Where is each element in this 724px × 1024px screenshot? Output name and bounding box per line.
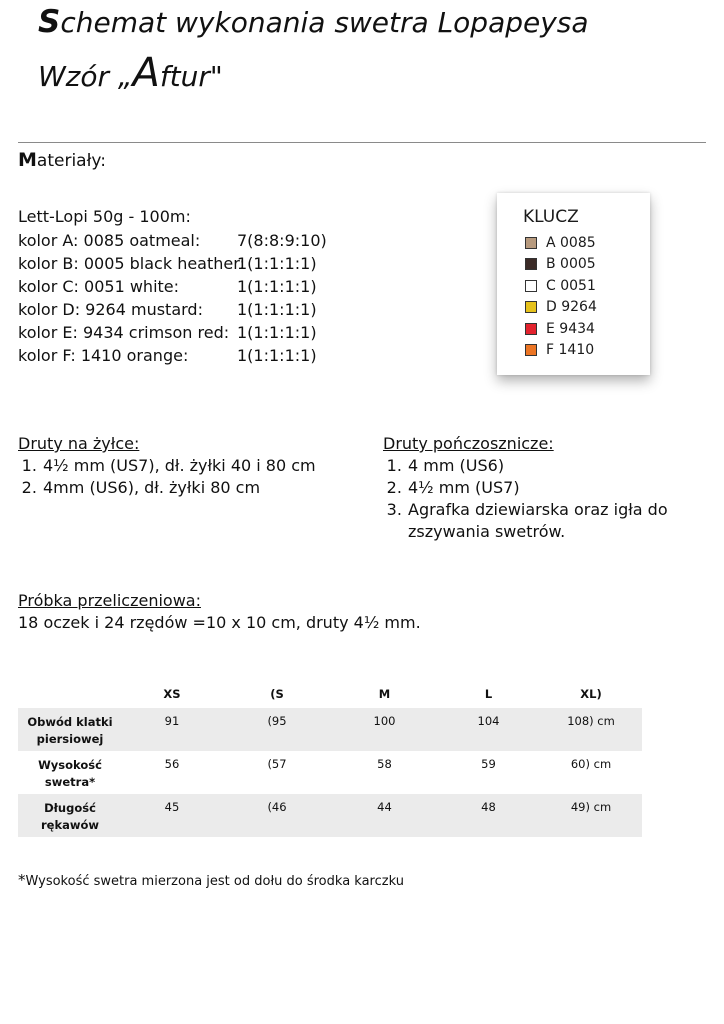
row-label-line: Obwód klatki <box>27 715 113 729</box>
key-item <box>525 340 597 362</box>
table-row <box>18 751 642 794</box>
row-label <box>18 714 122 751</box>
key-label: F 1410 <box>546 342 595 359</box>
row-label-line: Wysokość <box>38 758 102 772</box>
color-name: kolor D: 9264 mustard: <box>18 300 203 319</box>
color-name: kolor A: 0085 oatmeal: <box>18 231 201 250</box>
key-title: KLUCZ <box>523 207 579 227</box>
dpn-needles-section <box>383 433 697 543</box>
key-label: D 9264 <box>546 299 597 316</box>
color-amount: 1(1:1:1:1) <box>237 254 317 273</box>
footnote-star: * <box>18 871 26 889</box>
table-cell: (46 <box>267 800 287 814</box>
pattern-prefix: Wzór „ <box>38 60 133 93</box>
color-amount: 1(1:1:1:1) <box>237 300 317 319</box>
gauge-heading: Próbka przeliczeniowa: <box>18 591 201 610</box>
color-row <box>18 229 327 252</box>
color-name: kolor F: 1410 orange: <box>18 346 189 365</box>
footnote-text: Wysokość swetra mierzona jest od dołu do środka karczku <box>25 874 404 889</box>
color-row <box>18 252 327 275</box>
table-cell: 104 <box>477 714 500 728</box>
color-amount: 1(1:1:1:1) <box>237 346 317 365</box>
table-cell: 100 <box>373 714 396 728</box>
size-table <box>18 680 642 837</box>
table-cell: 48 <box>481 800 496 814</box>
row-label-line: rękawów <box>40 818 100 832</box>
color-amount: 1(1:1:1:1) <box>237 277 317 296</box>
list-item: 1. 4 mm (US6) <box>407 455 697 477</box>
row-label-line: piersiowej <box>36 732 104 746</box>
pattern-rest: ftur" <box>159 60 223 93</box>
key-item <box>525 318 597 340</box>
key-label: A 0085 <box>546 234 596 251</box>
row-label-line: Długość <box>44 801 96 815</box>
table-row <box>18 708 642 751</box>
table-cell: (95 <box>267 714 287 728</box>
header-cell: L <box>484 687 493 701</box>
color-row <box>18 298 327 321</box>
table-cell: 59 <box>481 757 496 771</box>
header-cell: M <box>378 687 391 701</box>
circular-needles-section <box>18 433 316 499</box>
color-row <box>18 321 327 344</box>
key-list <box>525 232 597 361</box>
title-rest: chemat wykonania swetra Lopapeysa <box>60 6 589 39</box>
key-item <box>525 254 597 276</box>
color-row <box>18 344 327 367</box>
materials-heading-initial: M <box>18 149 37 171</box>
table-cell: 60) cm <box>570 757 612 771</box>
key-item <box>525 297 597 319</box>
header-cell: (S <box>270 687 284 701</box>
color-amount: 1(1:1:1:1) <box>237 323 317 342</box>
pattern-initial: A <box>132 50 160 96</box>
table-cell: 58 <box>377 757 392 771</box>
color-row <box>18 275 327 298</box>
table-cell: 44 <box>377 800 392 814</box>
divider <box>18 142 706 143</box>
list-item: 3. Agrafka dziewiarska oraz igła do zszywania swetrów. <box>407 499 697 543</box>
header-cell: XL) <box>580 687 602 701</box>
color-name: kolor C: 0051 white: <box>18 277 180 296</box>
page-title <box>38 4 589 40</box>
color-swatch <box>525 323 537 335</box>
color-name: kolor B: 0005 black heather: <box>18 254 245 273</box>
key-label: B 0005 <box>546 256 596 273</box>
circular-needles-list <box>18 455 316 499</box>
table-cell: 91 <box>164 714 180 728</box>
color-swatch <box>525 344 537 356</box>
color-list <box>18 229 327 367</box>
table-header <box>18 680 642 708</box>
materials-heading <box>18 149 106 171</box>
title-initial: S <box>38 4 61 40</box>
table-cell: (57 <box>267 757 287 771</box>
footnote <box>18 871 404 889</box>
table-cell: 49) cm <box>570 800 612 814</box>
dpn-needles-list <box>383 455 697 543</box>
color-swatch <box>525 237 537 249</box>
pattern-name <box>38 50 223 96</box>
header-cell: XS <box>163 687 181 701</box>
table-cell: 56 <box>164 757 180 771</box>
row-label <box>18 757 122 794</box>
table-row <box>18 794 642 837</box>
list-item: 2. 4½ mm (US7) <box>407 477 697 499</box>
table-cell: 108) cm <box>567 714 615 728</box>
key-label: E 9434 <box>546 320 595 337</box>
key-item <box>525 275 597 297</box>
list-item: 1. 4½ mm (US7), dł. żyłki 40 i 80 cm <box>42 455 316 477</box>
color-name: kolor E: 9434 crimson red: <box>18 323 230 342</box>
circular-needles-heading: Druty na żyłce: <box>18 434 140 453</box>
dpn-needles-heading: Druty pończosznicze: <box>383 434 554 453</box>
color-swatch <box>525 258 537 270</box>
gauge-text: 18 oczek i 24 rzędów =10 x 10 cm, druty 4½ mm. <box>18 613 421 632</box>
row-label-line: swetra* <box>44 775 96 789</box>
list-item: 2. 4mm (US6), dł. żyłki 80 cm <box>42 477 316 499</box>
yarn-name: Lett-Lopi 50g - 100m: <box>18 207 191 226</box>
materials-heading-rest: ateriały: <box>36 151 106 171</box>
color-swatch <box>525 301 537 313</box>
gauge-section <box>18 590 421 634</box>
color-key <box>497 193 650 375</box>
key-item <box>525 232 597 254</box>
color-swatch <box>525 280 537 292</box>
key-label: C 0051 <box>546 277 596 294</box>
table-cell: 45 <box>164 800 180 814</box>
color-amount: 7(8:8:9:10) <box>237 231 327 250</box>
row-label <box>18 800 122 837</box>
